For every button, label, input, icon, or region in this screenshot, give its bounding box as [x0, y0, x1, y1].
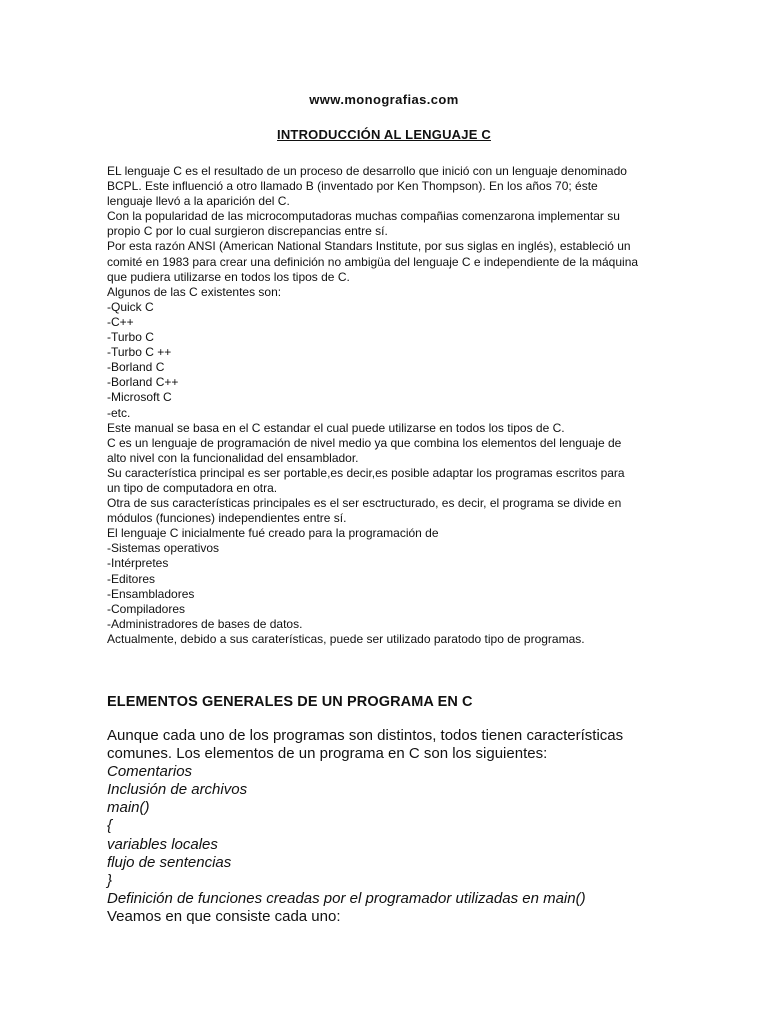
- list-item: -Sistemas operativos: [107, 541, 220, 556]
- list-item: -Ensambladores: [107, 586, 195, 601]
- body-line: Aunque cada uno de los programas son distintos, todos tienen características: [107, 727, 624, 744]
- document-title: INTRODUCCIÓN AL LENGUAJE C: [277, 127, 491, 142]
- section-heading: ELEMENTOS GENERALES DE UN PROGRAMA EN C: [107, 694, 473, 710]
- list-item: -Borland C: [107, 360, 165, 375]
- intro-line: BCPL. Este influenció a otro llamado B (inventado por Ken Thompson). En los años 70; éste: [107, 179, 598, 194]
- intro-line: que pudiera utilizarse en todos los tipos de C.: [107, 269, 350, 284]
- intro-line: Actualmente, debido a sus caraterísticas, puede ser utilizado paratodo tipo de programas.: [107, 631, 585, 646]
- body-line: comunes. Los elementos de un programa en C son los siguientes:: [107, 745, 548, 763]
- list-item: -Microsoft C: [107, 390, 172, 405]
- list-item: -Borland C++: [107, 375, 179, 390]
- intro-line: Algunos de las C existentes son:: [107, 284, 282, 299]
- list-item: -Administradores de bases de datos.: [107, 616, 303, 631]
- list-item: -Compiladores: [107, 601, 186, 616]
- code-element-item: Inclusión de archivos: [107, 781, 248, 799]
- code-element-item: }: [107, 871, 113, 889]
- code-element-item: {: [107, 817, 113, 835]
- intro-line: Otra de sus características principales es el ser esctructurado, es decir, el programa se divide en: [107, 496, 622, 511]
- list-item: -Quick C: [107, 299, 154, 314]
- intro-line: un tipo de computadora en otra.: [107, 480, 278, 495]
- list-item: -Turbo C ++: [107, 345, 172, 360]
- intro-line: EL lenguaje C es el resultado de un proceso de desarrollo que inició con un lenguaje denominado: [107, 164, 627, 178]
- code-element-item: Comentarios: [107, 763, 193, 781]
- list-item: -Editores: [107, 571, 156, 586]
- body-line: Veamos en que consiste cada uno:: [107, 907, 341, 925]
- intro-line: propio C por lo cual surgieron discrepancias entre sí.: [107, 224, 388, 239]
- intro-line: alto nivel con la funcionalidad del ensamblador.: [107, 450, 359, 465]
- intro-line: módulos (funciones) independientes entre sí.: [107, 511, 347, 526]
- code-element-item: Definición de funciones creadas por el programador utilizadas en main(): [107, 889, 586, 907]
- site-url: www.monografias.com: [309, 92, 459, 107]
- code-element-item: flujo de sentencias: [107, 853, 232, 871]
- intro-line: lenguaje llevó a la aparición del C.: [107, 194, 290, 209]
- code-element-item: main(): [107, 799, 150, 817]
- code-element-item: variables locales: [107, 835, 218, 853]
- intro-line: C es un lenguaje de programación de nivel medio ya que combina los elementos del lenguaje de: [107, 435, 622, 450]
- intro-text: [107, 164, 667, 647]
- list-item: -Intérpretes: [107, 556, 169, 571]
- intro-line: Su característica principal es ser portable,es decir,es posible adaptar los programas escritos para: [107, 465, 625, 480]
- intro-line: El lenguaje C inicialmente fué creado para la programación de: [107, 526, 439, 541]
- intro-line: Por esta razón ANSI (American National Standars Institute, por sus siglas en inglés), estableció un: [107, 239, 631, 254]
- list-item: -etc.: [107, 405, 131, 420]
- list-item: -Turbo C: [107, 330, 154, 345]
- intro-line: comité en 1983 para crear una definición no ambigüa del lenguaje C e independiente de la máquina: [107, 254, 639, 269]
- intro-line: Este manual se basa en el C estandar el cual puede utilizarse en todos los tipos de C.: [107, 420, 565, 435]
- list-item: -C++: [107, 314, 134, 329]
- intro-line: Con la popularidad de las microcomputadoras muchas compañias comenzarona implementar su: [107, 209, 620, 224]
- section-body: [107, 727, 687, 926]
